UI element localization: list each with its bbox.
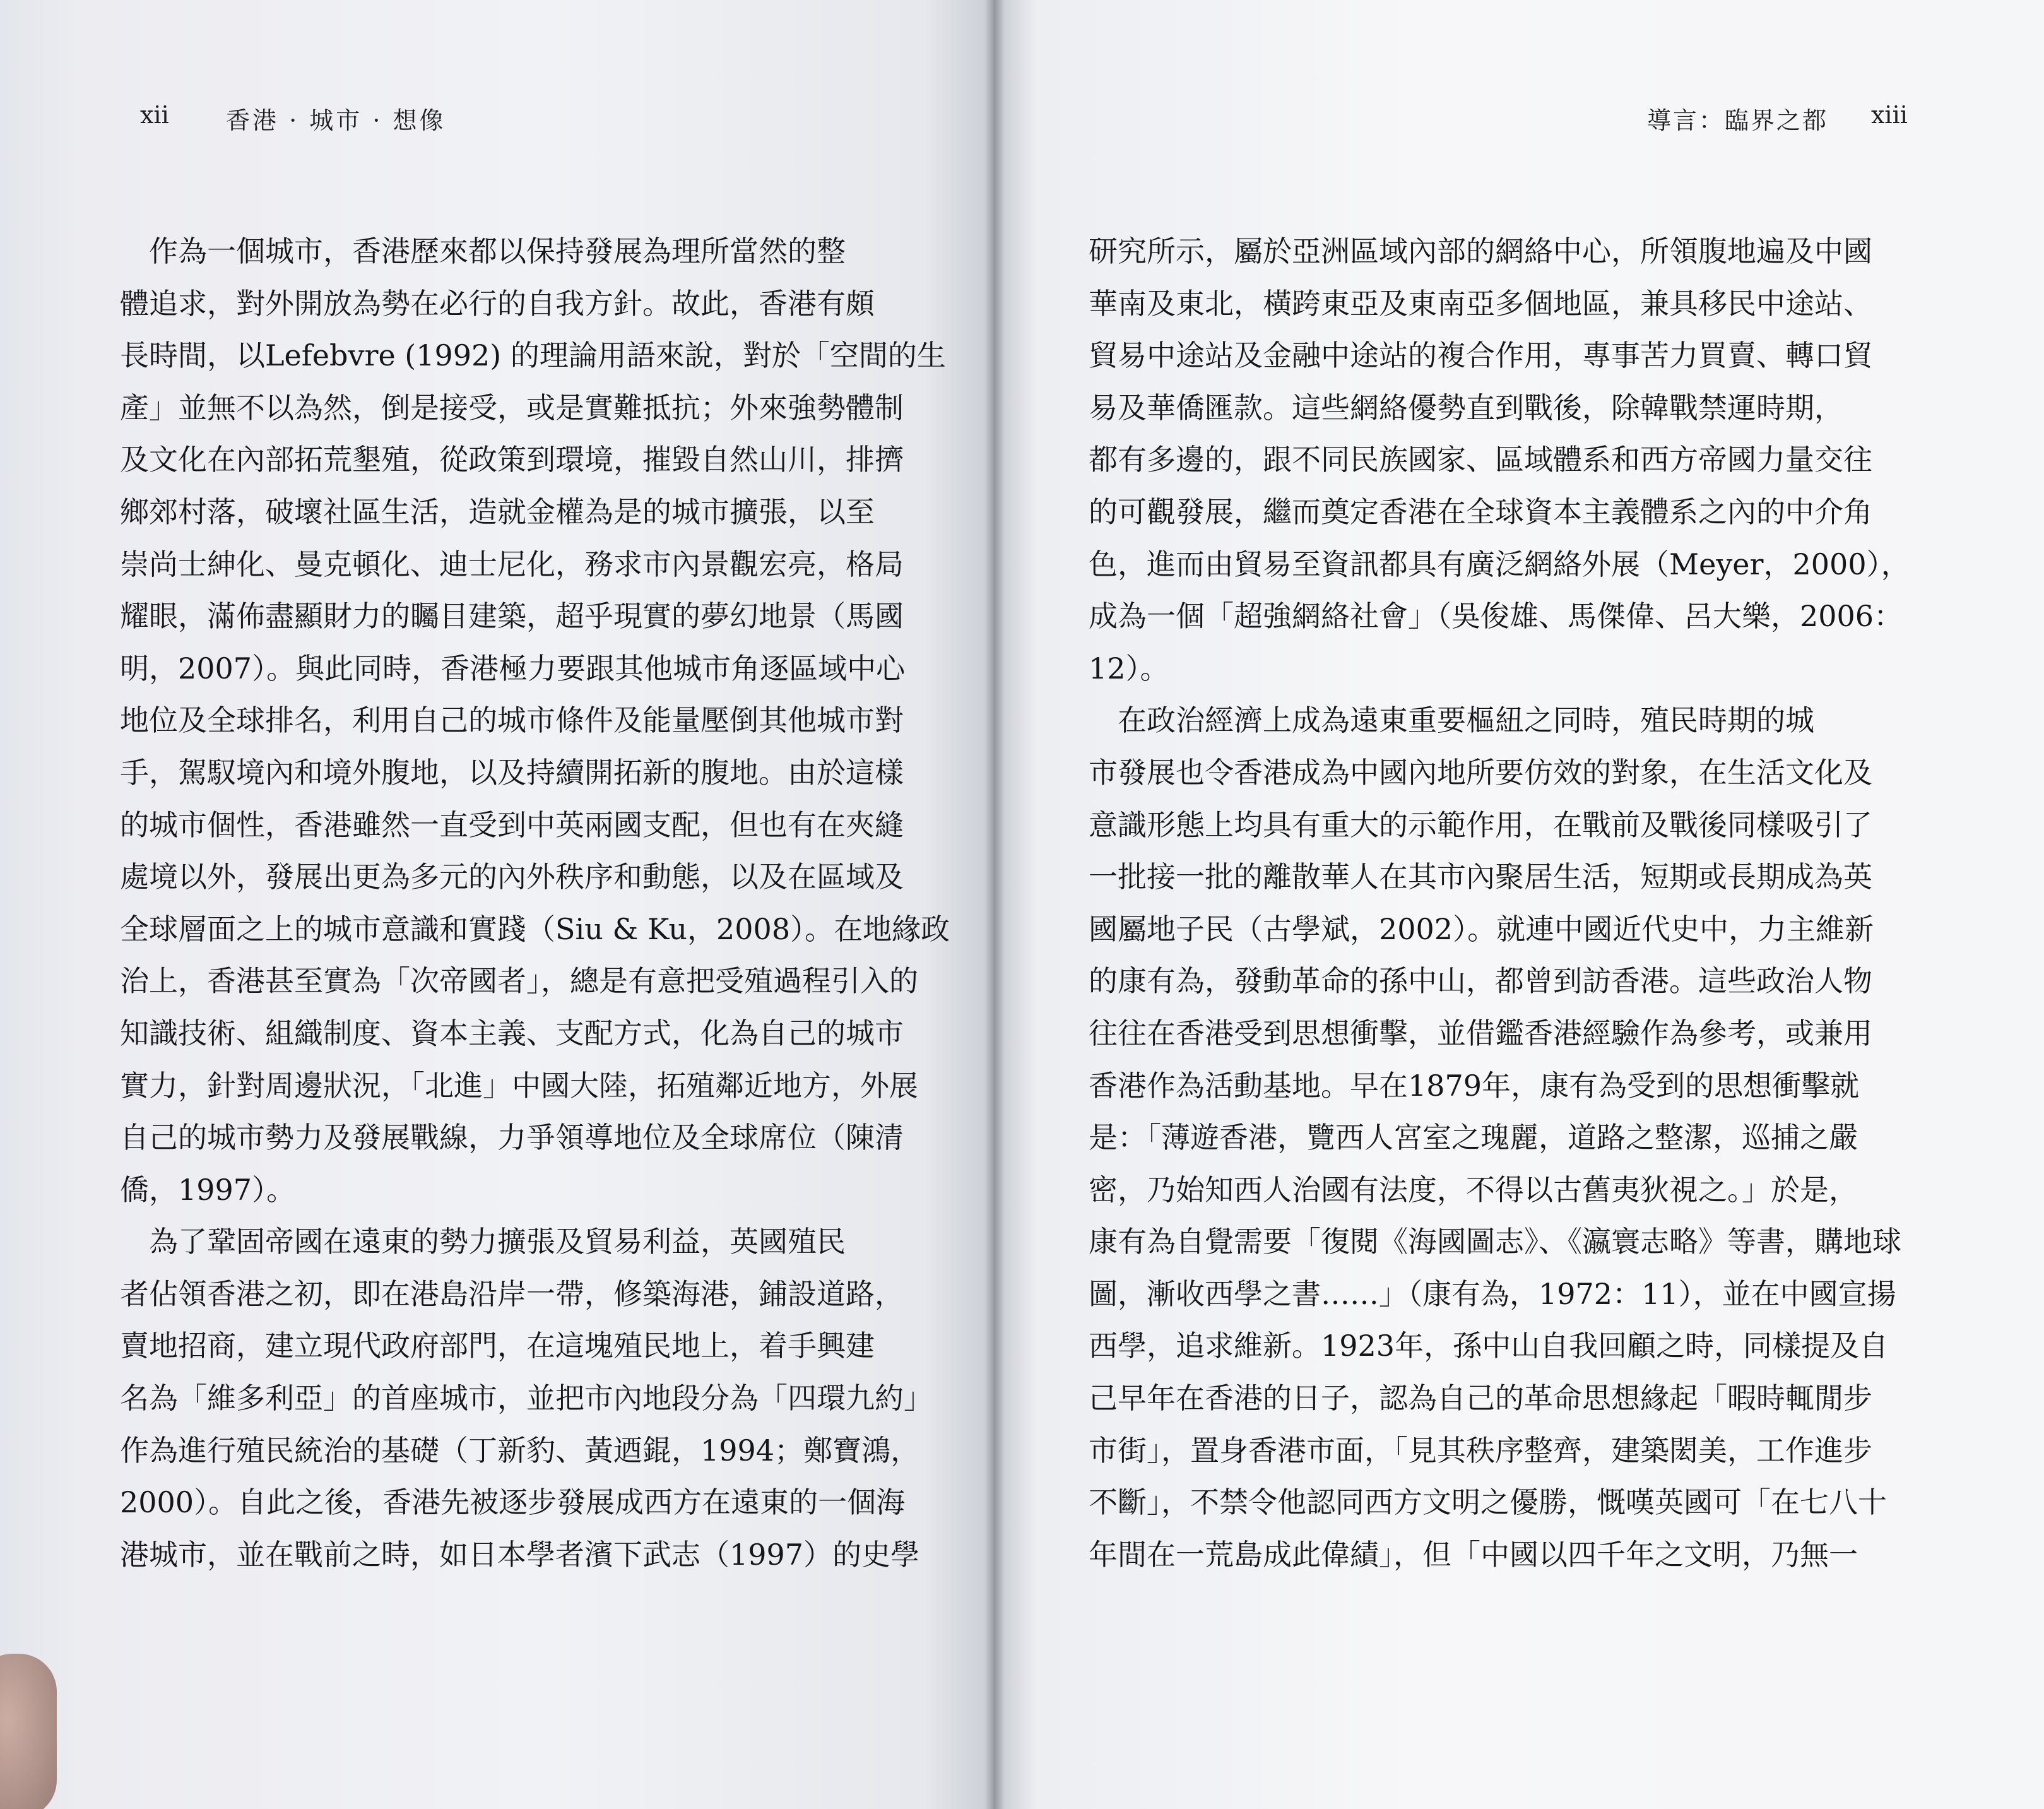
left-text-line: 者佔領香港之初，即在港島沿岸一帶，修築海港，鋪設道路， bbox=[120, 1276, 904, 1311]
right-text-line: 華南及東北，橫跨東亞及東南亞多個地區，兼具移民中途站、 bbox=[1089, 286, 1872, 321]
right-text-line: 的康有為，發動革命的孫中山，都曾到訪香港。這些政治人物 bbox=[1089, 964, 1872, 999]
right-text-line: 貿易中途站及金融中途站的複合作用，專事苦力買賣、轉口貿 bbox=[1089, 338, 1872, 373]
left-text-line: 長時間，以Lefebvre (1992) 的理論用語來說，對於「空間的生 bbox=[120, 338, 946, 373]
left-text-line: 及文化在內部拓荒墾殖，從政策到環境，摧毀自然山川，排擠 bbox=[120, 442, 904, 477]
right-text-line: 12）。 bbox=[1089, 651, 1169, 685]
right-text-line: 意識形態上均具有重大的示範作用，在戰前及戰後同樣吸引了 bbox=[1089, 807, 1872, 842]
left-text-line: 治上，香港甚至實為「次帝國者」，總是有意把受殖過程引入的 bbox=[120, 964, 918, 999]
right-text-line: 的可觀發展，繼而奠定香港在全球資本主義體系之內的中介角 bbox=[1089, 494, 1872, 529]
right-text-line: 是：「薄遊香港，覽西人宮室之瑰麗，道路之整潔，巡捕之嚴 bbox=[1089, 1120, 1858, 1155]
left-text-line: 名為「維多利亞」的首座城市，並把市內地段分為「四環九約」 bbox=[120, 1381, 933, 1416]
right-running-head: 導言：臨界之都 bbox=[1647, 107, 1829, 134]
left-text-line: 崇尚士紳化、曼克頓化、迪士尼化，務求市內景觀宏亮，格局 bbox=[120, 547, 904, 581]
right-text-line: 己早年在香港的日子，認為自己的革命思想緣起「暇時輒閒步 bbox=[1089, 1381, 1872, 1416]
left-text-line: 的城市個性，香港雖然一直受到中英兩國支配，但也有在夾縫 bbox=[120, 807, 904, 842]
right-text-line: 研究所示，屬於亞洲區域內部的網絡中心，所領腹地遍及中國 bbox=[1089, 234, 1872, 268]
thumb bbox=[0, 1654, 57, 1809]
left-text-line: 為了鞏固帝國在遠東的勢力擴張及貿易利益，英國殖民 bbox=[120, 1225, 846, 1259]
left-text-line: 2000）。自此之後，香港先被逐步發展成西方在遠東的一個海 bbox=[120, 1485, 906, 1520]
left-text-line: 僑，1997）。 bbox=[120, 1172, 296, 1207]
right-text-line: 市發展也令香港成為中國內地所要仿效的對象，在生活文化及 bbox=[1089, 755, 1872, 790]
left-text-line: 產」並無不以為然，倒是接受，或是實難抵抗；外來強勢體制 bbox=[120, 390, 904, 425]
left-text-line: 地位及全球排名，利用自己的城市條件及能量壓倒其他城市對 bbox=[120, 703, 904, 738]
right-text-line: 年間在一荒島成此偉績」，但「中國以四千年之文明，乃無一 bbox=[1089, 1537, 1858, 1572]
right-text-line: 香港作為活動基地。早在1879年，康有為受到的思想衝擊就 bbox=[1089, 1068, 1860, 1103]
left-text-line: 體追求，對外開放為勢在必行的自我方針。故此，香港有頗 bbox=[120, 286, 875, 321]
left-running-head: 香港 · 城市 · 想像 bbox=[226, 107, 446, 134]
right-text-line: 康有為自覺需要「復閱《海國圖志》、《瀛寰志略》等書，購地球 bbox=[1089, 1225, 1901, 1259]
left-text-line: 全球層面之上的城市意識和實踐（Siu & Ku，2008）。在地緣政 bbox=[120, 911, 950, 946]
right-text-line: 往往在香港受到思想衝擊，並借鑑香港經驗作為參考，或兼用 bbox=[1089, 1016, 1872, 1050]
right-text-line: 色，進而由貿易至資訊都具有廣泛網絡外展（Meyer，2000）， bbox=[1089, 547, 1910, 581]
left-body-text bbox=[120, 225, 950, 1581]
left-text-line: 作為一個城市，香港歷來都以保持發展為理所當然的整 bbox=[120, 234, 846, 268]
right-text-line: 圖，漸收西學之書……」（康有為，1972：11），並在中國宣揚 bbox=[1089, 1276, 1896, 1311]
left-text-line: 明，2007）。與此同時，香港極力要跟其他城市角逐區域中心 bbox=[120, 651, 906, 685]
right-text-line: 在政治經濟上成為遠東重要樞紐之同時，殖民時期的城 bbox=[1089, 703, 1814, 738]
right-text-line: 都有多邊的，跟不同民族國家、區域體系和西方帝國力量交往 bbox=[1089, 442, 1872, 477]
left-text-line: 自己的城市勢力及發展戰線，力爭領導地位及全球席位（陳清 bbox=[120, 1120, 904, 1155]
right-text-line: 國屬地子民（古學斌，2002）。就連中國近代史中，力主維新 bbox=[1089, 911, 1874, 946]
right-text-line: 成為一個「超強網絡社會」（吳俊雄、馬傑偉、呂大樂，2006： bbox=[1089, 599, 1903, 634]
left-text-line: 知識技術、組織制度、資本主義、支配方式，化為自己的城市 bbox=[120, 1016, 904, 1050]
right-text-line: 西學，追求維新。1923年，孫中山自我回顧之時，同樣提及自 bbox=[1089, 1329, 1889, 1363]
right-text-line: 市街」，置身香港市面，「見其秩序整齊，建築閎美，工作進步 bbox=[1089, 1433, 1872, 1468]
right-text-line: 易及華僑匯款。這些網絡優勢直到戰後，除韓戰禁運時期， bbox=[1089, 390, 1843, 425]
right-folio: xiii bbox=[1871, 101, 1908, 129]
left-text-line: 手，駕馭境內和境外腹地，以及持續開拓新的腹地。由於這樣 bbox=[120, 755, 904, 790]
left-text-line: 港城市，並在戰前之時，如日本學者濱下武志（1997）的史學 bbox=[120, 1537, 920, 1572]
right-text-line: 一批接一批的離散華人在其市內聚居生活，短期或長期成為英 bbox=[1089, 860, 1872, 894]
right-text-line: 不斷」，不禁令他認同西方文明之優勝，慨嘆英國可「在七八十 bbox=[1089, 1485, 1887, 1520]
right-text-line: 密，乃始知西人治國有法度，不得以古舊夷狄視之。」於是， bbox=[1089, 1172, 1858, 1207]
left-text-line: 賣地招商，建立現代政府部門，在這塊殖民地上，着手興建 bbox=[120, 1329, 875, 1363]
right-body-text bbox=[1089, 225, 1918, 1581]
left-text-line: 作為進行殖民統治的基礎（丁新豹、黃迺錕，1994；鄭寶鴻， bbox=[120, 1433, 920, 1468]
left-text-line: 鄉郊村落，破壞社區生活，造就金權為是的城市擴張，以至 bbox=[120, 494, 875, 529]
book-gutter bbox=[984, 0, 1005, 1809]
left-text-line: 實力，針對周邊狀況，「北進」中國大陸，拓殖鄰近地方，外展 bbox=[120, 1068, 918, 1103]
left-page bbox=[0, 0, 994, 1809]
right-page bbox=[994, 0, 2044, 1809]
left-text-line: 耀眼，滿佈盡顯財力的矚目建築，超乎現實的夢幻地景（馬國 bbox=[120, 599, 904, 634]
left-text-line: 處境以外，發展出更為多元的內外秩序和動態，以及在區域及 bbox=[120, 860, 904, 894]
left-folio: xii bbox=[140, 101, 169, 129]
